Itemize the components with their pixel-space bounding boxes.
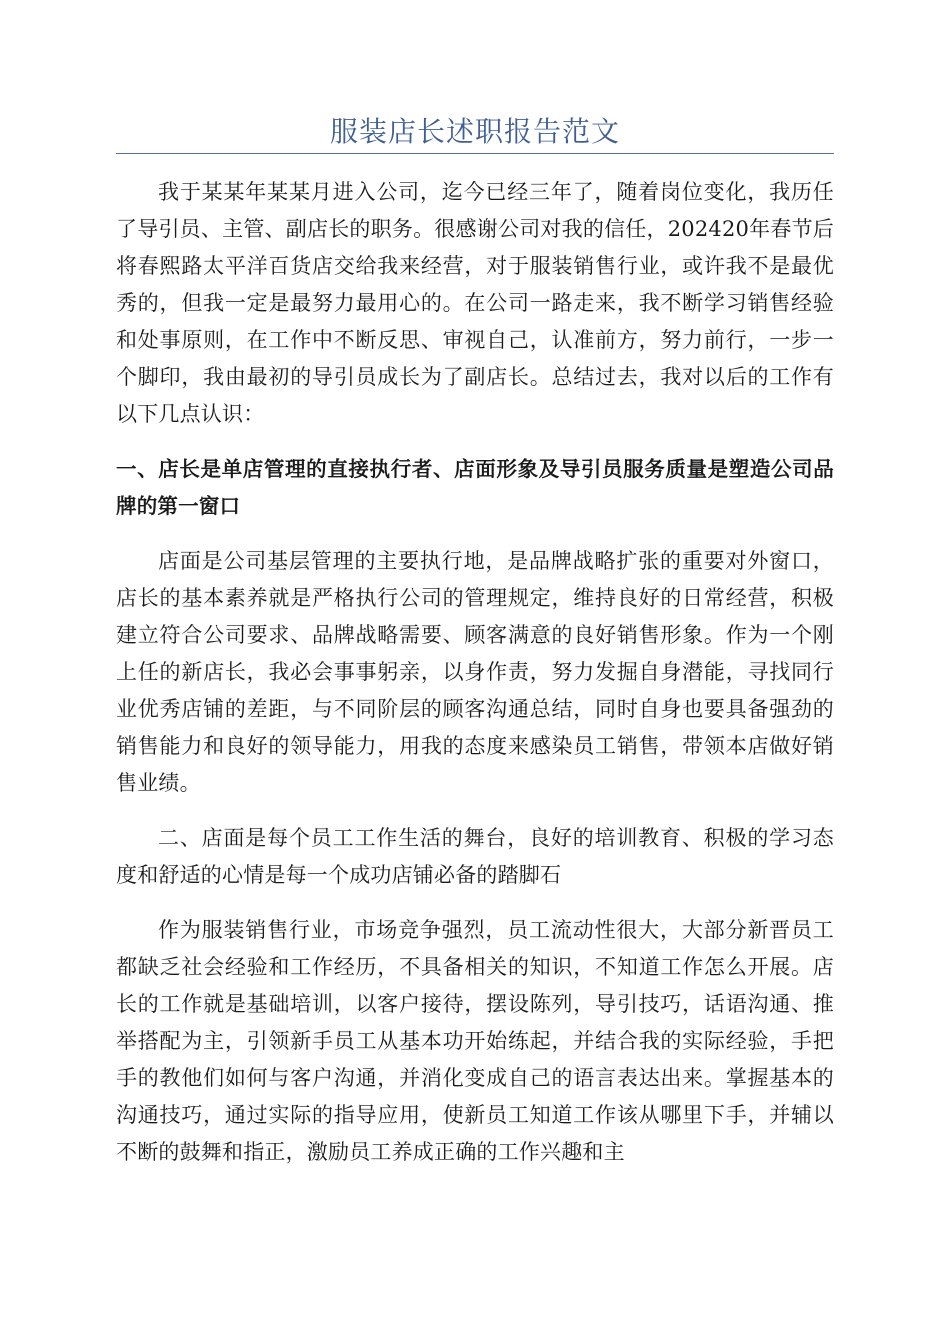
section-heading-1: 一、店长是单店管理的直接执行者、店面形象及导引员服务质量是塑造公司品牌的第一窗口 — [116, 457, 834, 518]
section-1-paragraph: 店面是公司基层管理的主要执行地，是品牌战略扩张的重要对外窗口，店长的基本素养就是严格执行公司的管理规定，维持良好的日常经营，积极建立符合公司要求、品牌战略需要、顾客满意的良好销售形象。作为一个刚上任的新店长，我必会事事躬亲，以身作责，努力发掘自身潜能，寻找同行业优秀店铺的差距，与不同阶层的顾客沟通总结，同时自身也要具备强劲的销售能力和良好的领导能力，用我的态度来感染员工销售，带领本店做好销售业绩。 — [116, 549, 834, 795]
document-title: 服装店长述职报告范文 — [329, 115, 620, 148]
intro-paragraph: 我于某某年某某月进入公司，迄今已经三年了，随着岗位变化，我历任了导引员、主管、副店长的职务。很感谢公司对我的信任，202420年春节后将春熙路太平洋百货店交给我来经营，对于服装销售行业，或许我不是最优秀的，但我一定是最努力最用心的。在公司一路走来，我不断学习销售经验和处事原则，在工作中不断反思、审视自己，认准前方，努力前行，一步一个脚印，我由最初的导引员成长为了副店长。总结过去，我对以后的工作有以下几点认识： — [116, 180, 834, 426]
section-heading-2: 二、店面是每个员工工作生活的舞台，良好的培训教育、积极的学习态度和舒适的心情是每一个成功店铺必备的踏脚石 — [116, 826, 834, 887]
section-2-paragraph: 作为服装销售行业，市场竞争强烈，员工流动性很大，大部分新晋员工都缺乏社会经验和工作经历，不具备相关的知识，不知道工作怎么开展。店长的工作就是基础培训，以客户接待，摆设陈列，导引技巧，话语沟通、推举搭配为主，引领新手员工从基本功开始练起，并结合我的实际经验，手把手的教他们如何与客户沟通，并消化变成自己的语言表达出来。掌握基本的沟通技巧，通过实际的指导应用，使新员工知道工作该从哪里下手，并辅以不断的鼓舞和指正，激励员工养成正确的工作兴趣和主 — [116, 918, 834, 1164]
document-body — [116, 174, 834, 1189]
title-underline — [116, 153, 834, 154]
